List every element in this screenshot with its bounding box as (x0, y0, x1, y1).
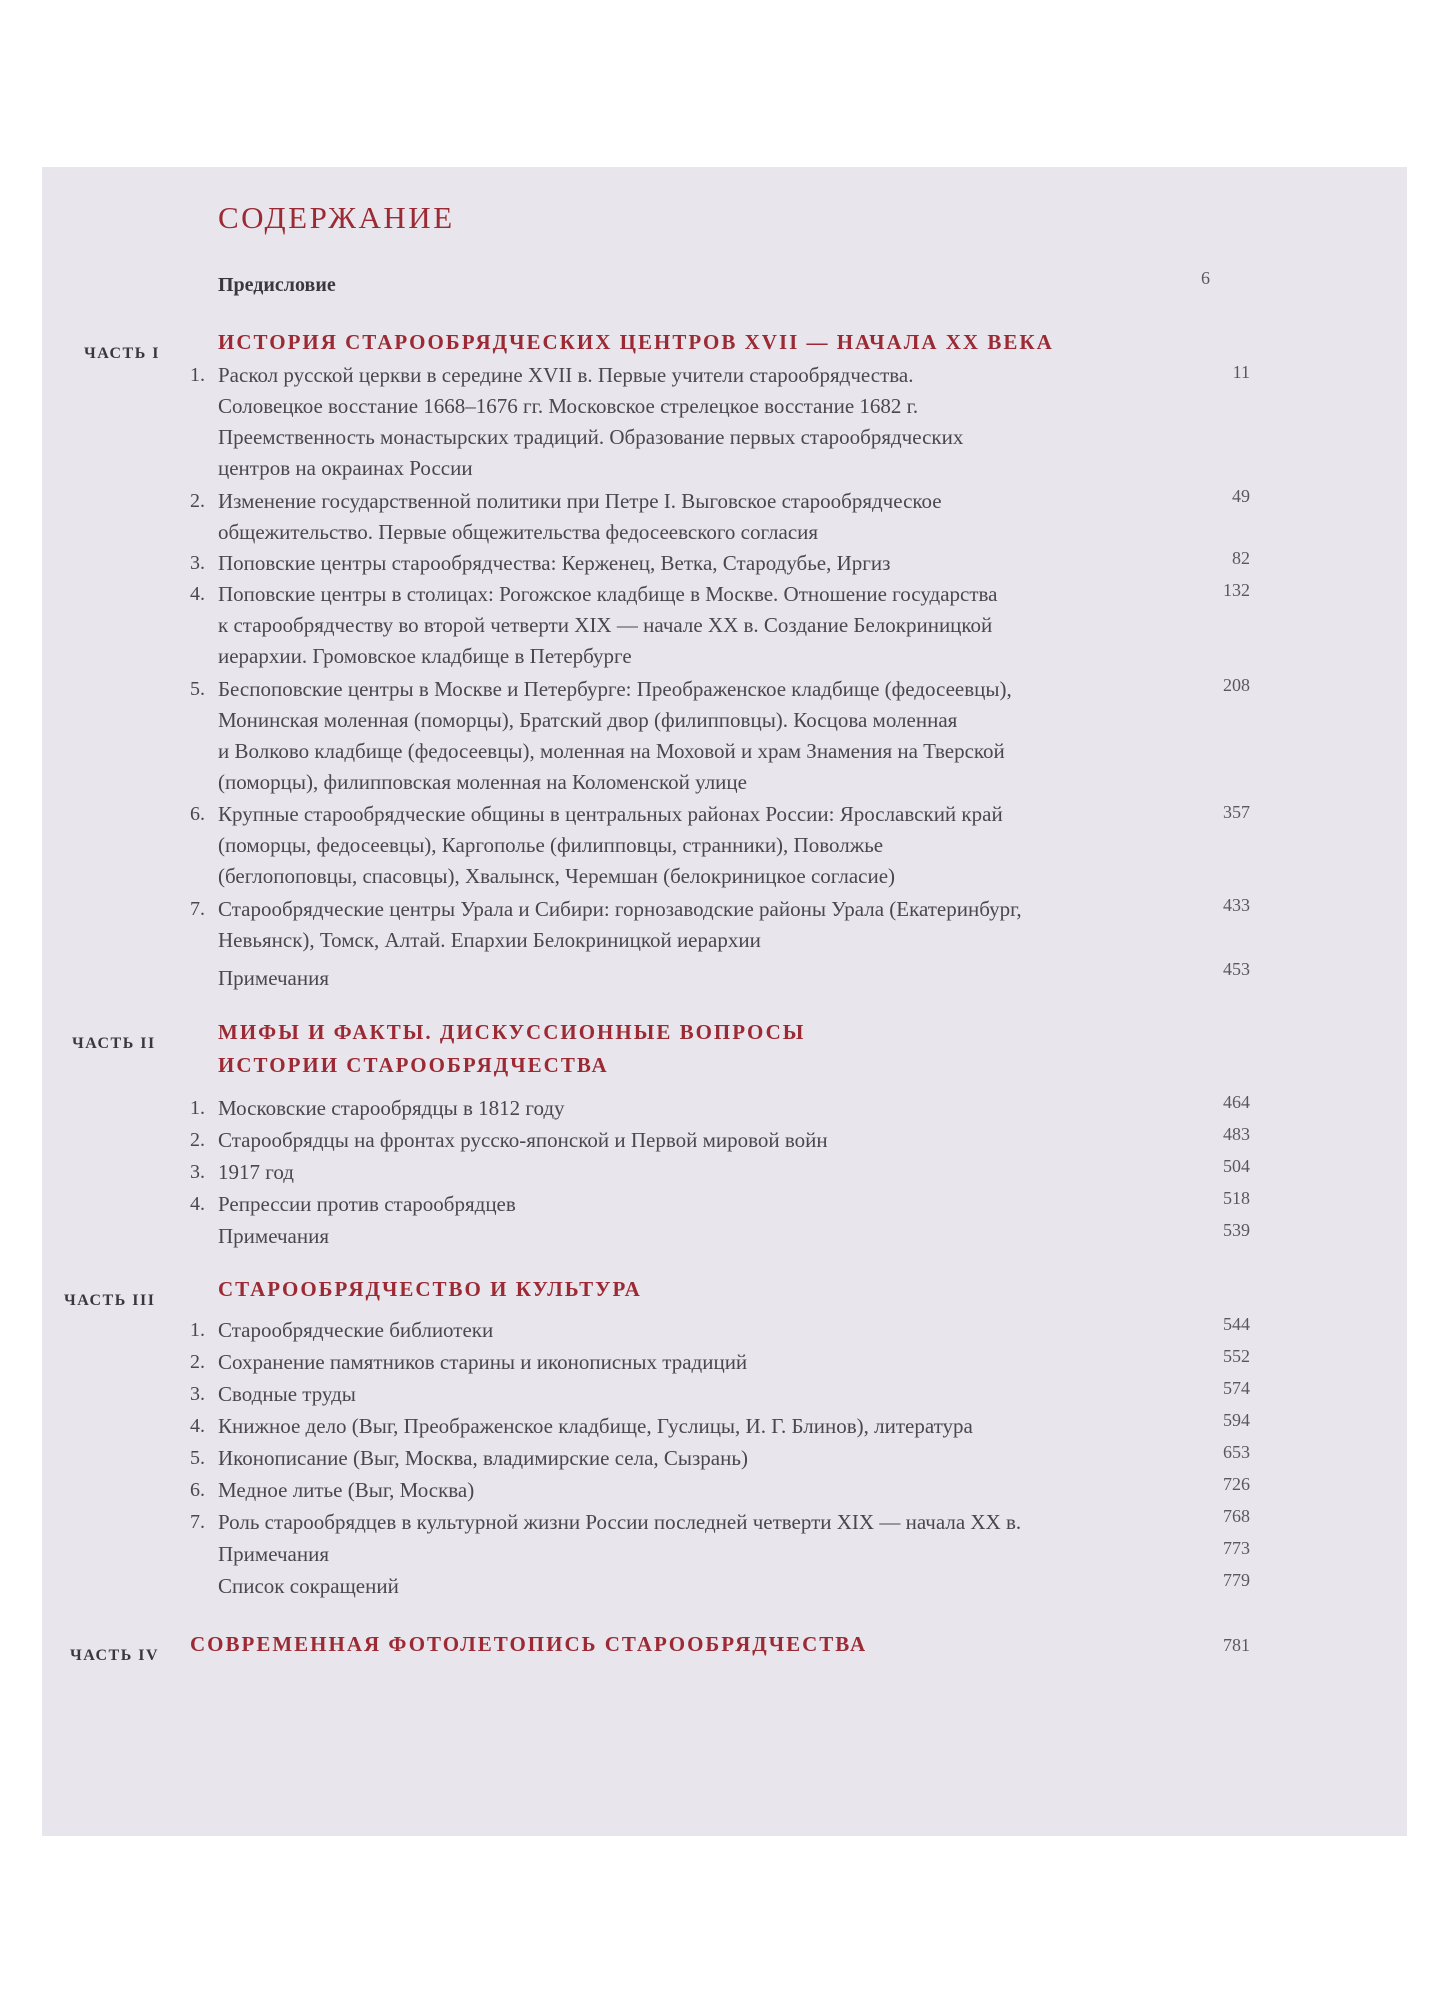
entry-text: Невьянск), Томск, Алтай. Епархии Белокриницкой иерархии (218, 928, 761, 952)
entry-text: Старообрядческие центры Урала и Сибири: горнозаводские районы Урала (Екатеринбург, (218, 897, 1022, 921)
part-title: СОВРЕМЕННАЯ ФОТОЛЕТОПИСЬ СТАРООБРЯДЧЕСТВА (190, 1632, 868, 1656)
entry-number: 5. (190, 1447, 205, 1469)
entry-number: 4. (190, 583, 205, 605)
entry-page-number: 132 (1223, 580, 1250, 600)
entry-text: и Волково кладбище (федосеевцы), моленная на Моховой и храм Знамения на Тверской (218, 739, 1005, 763)
entry-text: центров на окраинах России (218, 456, 473, 480)
entry-text: Беспоповские центры в Москве и Петербурге: Преображенское кладбище (федосеевцы), (218, 677, 1012, 701)
entry-text: иерархии. Громовское кладбище в Петербурге (218, 644, 632, 668)
entry-text: Репрессии против старообрядцев (218, 1192, 516, 1216)
toc-title: СОДЕРЖАНИЕ (218, 200, 455, 235)
entry-page-number: 504 (1223, 1156, 1250, 1176)
entry-page-number: 544 (1223, 1314, 1250, 1334)
entry-number: 6. (190, 803, 205, 825)
entry-number: 7. (190, 1511, 205, 1533)
entry-text: Монинская моленная (поморцы), Братский двор (филипповцы). Косцова моленная (218, 708, 958, 732)
part-label: ЧАСТЬ IV (70, 1647, 160, 1664)
entry-number: 4. (190, 1415, 205, 1437)
entry-number: 7. (190, 898, 205, 920)
entry-number: 2. (190, 490, 205, 512)
entry-text: Поповские центры в столицах: Рогожское кладбище в Москве. Отношение государства (218, 582, 998, 606)
part-label: ЧАСТЬ I (84, 345, 161, 362)
entry-page-number: 518 (1223, 1188, 1250, 1208)
part-title: МИФЫ И ФАКТЫ. ДИСКУССИОННЫЕ ВОПРОСЫ (218, 1020, 806, 1044)
entry-page-number: 768 (1223, 1506, 1250, 1526)
part-title: ИСТОРИЯ СТАРООБРЯДЧЕСКИХ ЦЕНТРОВ XVII — НАЧАЛА XX ВЕКА (218, 330, 1054, 354)
entry-text: Список сокращений (218, 1574, 399, 1598)
entry-text: общежительство. Первые общежительства федосеевского согласия (218, 520, 819, 544)
entry-number: 4. (190, 1193, 205, 1215)
entry-page-number: 574 (1223, 1378, 1250, 1398)
entry-number: 5. (190, 678, 205, 700)
entry-text: (беглопоповцы, спасовцы), Хвалынск, Черемшан (белокриницкое согласие) (218, 864, 896, 888)
entry-text: Примечания (218, 966, 330, 990)
entry-number: 6. (190, 1479, 205, 1501)
entry-page-number: 483 (1223, 1124, 1250, 1144)
part-label: ЧАСТЬ II (72, 1035, 156, 1052)
entry-text: Книжное дело (Выг, Преображенское кладбище, Гуслицы, И. Г. Блинов), литература (218, 1414, 973, 1438)
entry-text: к старообрядчеству во второй четверти XIX — начале XX в. Создание Белокриницкой (218, 613, 993, 637)
part-title: ИСТОРИИ СТАРООБРЯДЧЕСТВА (218, 1053, 609, 1077)
entry-text: Изменение государственной политики при Петре I. Выговское старообрядческое (218, 489, 942, 513)
entry-number: 1. (190, 1097, 205, 1119)
entry-text: Старообрядцы на фронтах русско-японской и Первой мировой войн (218, 1128, 828, 1152)
entry-number: 3. (190, 552, 205, 574)
part-page-number: 781 (1223, 1635, 1250, 1655)
entry-text: (поморцы), филипповская моленная на Коломенской улице (218, 770, 747, 794)
entry-text: Поповские центры старообрядчества: Керженец, Ветка, Стародубье, Иргиз (218, 551, 891, 575)
entry-text: Роль старообрядцев в культурной жизни России последней четверти XIX — начала XX в. (218, 1510, 1022, 1534)
entry-text: Медное литье (Выг, Москва) (218, 1478, 475, 1502)
entry-page-number: 49 (1232, 486, 1250, 506)
entry-page-number: 11 (1232, 362, 1250, 382)
entry-text: Примечания (218, 1542, 330, 1566)
entry-number: 2. (190, 1129, 205, 1151)
entry-page-number: 594 (1223, 1410, 1250, 1430)
preface-label: Предисловие (218, 274, 336, 296)
entry-text: Раскол русской церкви в середине XVII в. Первые учители старообрядчества. (218, 363, 914, 387)
entry-page-number: 779 (1223, 1570, 1250, 1590)
entry-page-number: 433 (1223, 895, 1250, 915)
entry-text: 1917 год (218, 1160, 294, 1184)
entry-text: Старообрядческие библиотеки (218, 1318, 494, 1342)
entry-page-number: 726 (1223, 1474, 1250, 1494)
entry-page-number: 653 (1223, 1442, 1250, 1462)
entry-text: Иконописание (Выг, Москва, владимирские села, Сызрань) (218, 1446, 748, 1470)
entry-text: Преемственность монастырских традиций. Образование первых старообрядческих (218, 425, 964, 449)
entry-number: 2. (190, 1351, 205, 1373)
entry-number: 3. (190, 1383, 205, 1405)
entry-page-number: 453 (1223, 959, 1250, 979)
entry-text: Крупные старообрядческие общины в центральных районах России: Ярославский край (218, 802, 1003, 826)
entry-text: Сводные труды (218, 1382, 356, 1406)
entry-page-number: 357 (1223, 802, 1250, 822)
entry-page-number: 208 (1223, 675, 1250, 695)
part-title: СТАРООБРЯДЧЕСТВО И КУЛЬТУРА (218, 1277, 642, 1301)
entry-text: Соловецкое восстание 1668–1676 гг. Московское стрелецкое восстание 1682 г. (218, 394, 919, 418)
entry-page-number: 552 (1223, 1346, 1250, 1366)
entry-page-number: 464 (1223, 1092, 1250, 1112)
entry-number: 1. (190, 364, 205, 386)
part-label: ЧАСТЬ III (64, 1292, 156, 1309)
entry-text: Примечания (218, 1224, 330, 1248)
preface-page: 6 (1201, 268, 1210, 288)
entry-text: Московские старообрядцы в 1812 году (218, 1096, 565, 1120)
entry-page-number: 773 (1223, 1538, 1250, 1558)
entry-page-number: 82 (1232, 548, 1250, 568)
entry-number: 1. (190, 1319, 205, 1341)
entry-text: (поморцы, федосеевцы), Каргополье (филипповцы, странники), Поволжье (218, 833, 884, 857)
entry-number: 3. (190, 1161, 205, 1183)
entry-text: Сохранение памятников старины и иконописных традиций (218, 1350, 748, 1374)
entry-page-number: 539 (1223, 1220, 1250, 1240)
